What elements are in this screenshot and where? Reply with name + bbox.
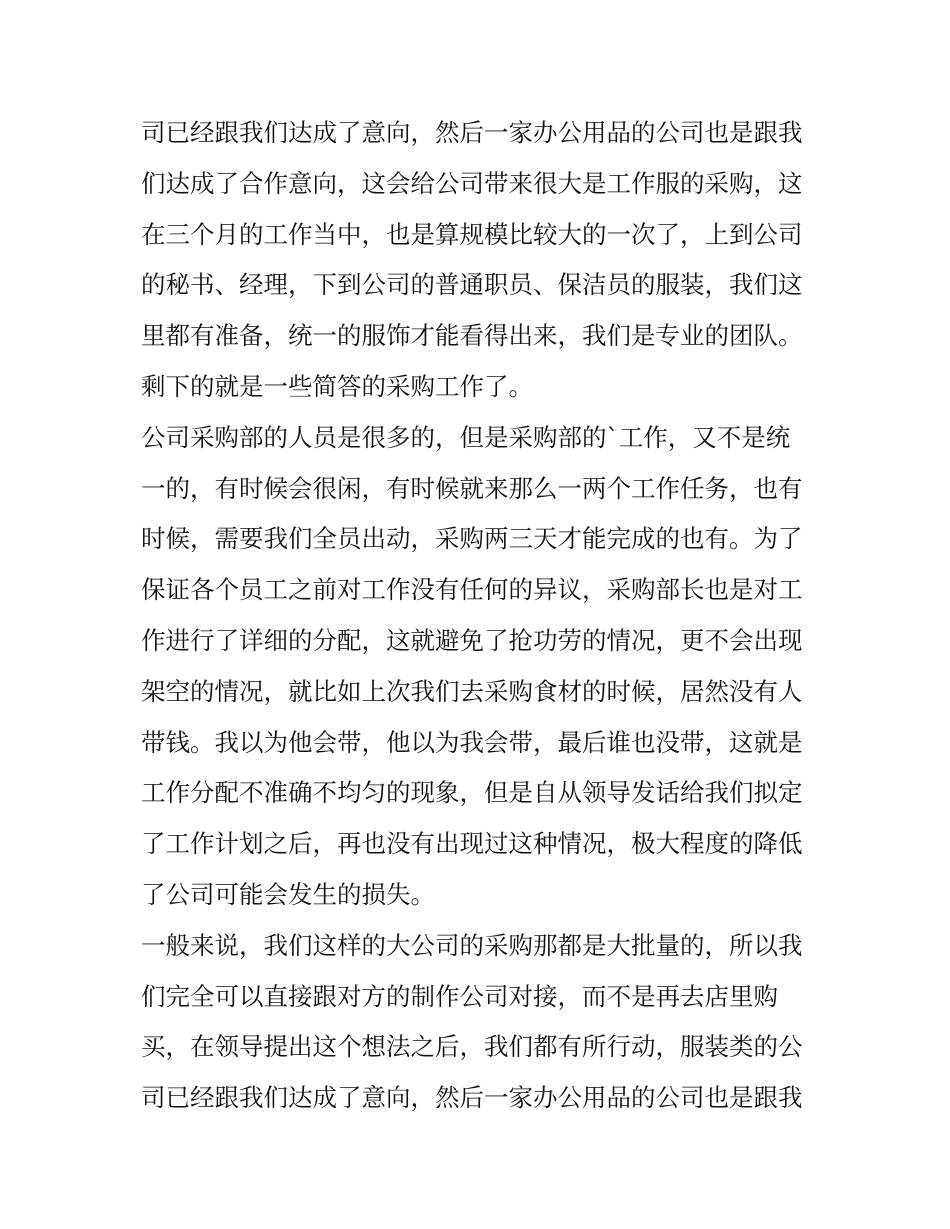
text-line-9: 时候，需要我们全员出动，采购两三天才能完成的也有。为了 — [141, 524, 803, 554]
text-line-19: 买，在领导提出这个想法之后，我们都有所行动，服装类的公 — [141, 1032, 803, 1062]
text-line-7: 公司采购部的人员是很多的，但是采购部的`工作，又不是统 — [141, 422, 791, 452]
text-line-3: 在三个月的工作当中，也是算规模比较大的一次了，上到公司 — [141, 219, 803, 249]
text-line-6: 剩下的就是一些简答的采购工作了。 — [141, 371, 533, 401]
text-line-16: 了公司可能会发生的损失。 — [141, 879, 435, 909]
text-line-2: 们达成了合作意向，这会给公司带来很大是工作服的采购，这 — [141, 168, 803, 198]
text-line-20: 司已经跟我们达成了意向，然后一家办公用品的公司也是跟我 — [141, 1083, 803, 1113]
text-line-18: 们完全可以直接跟对方的制作公司对接，而不是再去店里购 — [141, 981, 778, 1011]
text-line-13: 带钱。我以为他会带，他以为我会带，最后谁也没带，这就是 — [141, 727, 803, 757]
text-line-14: 工作分配不准确不均匀的现象，但是自从领导发话给我们拟定 — [141, 778, 803, 808]
text-line-8: 一的，有时候会很闲，有时候就来那么一两个工作任务，也有 — [141, 473, 803, 503]
document-body — [141, 108, 821, 1124]
text-line-17: 一般来说，我们这样的大公司的采购那都是大批量的，所以我 — [141, 930, 803, 960]
text-line-15: 了工作计划之后，再也没有出现过这种情况，极大程度的降低 — [141, 829, 803, 859]
text-line-10: 保证各个员工之前对工作没有任何的异议，采购部长也是对工 — [141, 575, 803, 605]
text-line-1: 司已经跟我们达成了意向，然后一家办公用品的公司也是跟我 — [141, 118, 803, 147]
text-line-4: 的秘书、经理，下到公司的普通职员、保洁员的服装，我们这 — [141, 270, 803, 300]
text-line-11: 作进行了详细的分配，这就避免了抢功劳的情况，更不会出现 — [141, 625, 803, 655]
text-line-5: 里都有准备，统一的服饰才能看得出来，我们是专业的团队。 — [141, 321, 803, 351]
text-line-12: 架空的情况，就比如上次我们去采购食材的时候，居然没有人 — [141, 676, 803, 706]
